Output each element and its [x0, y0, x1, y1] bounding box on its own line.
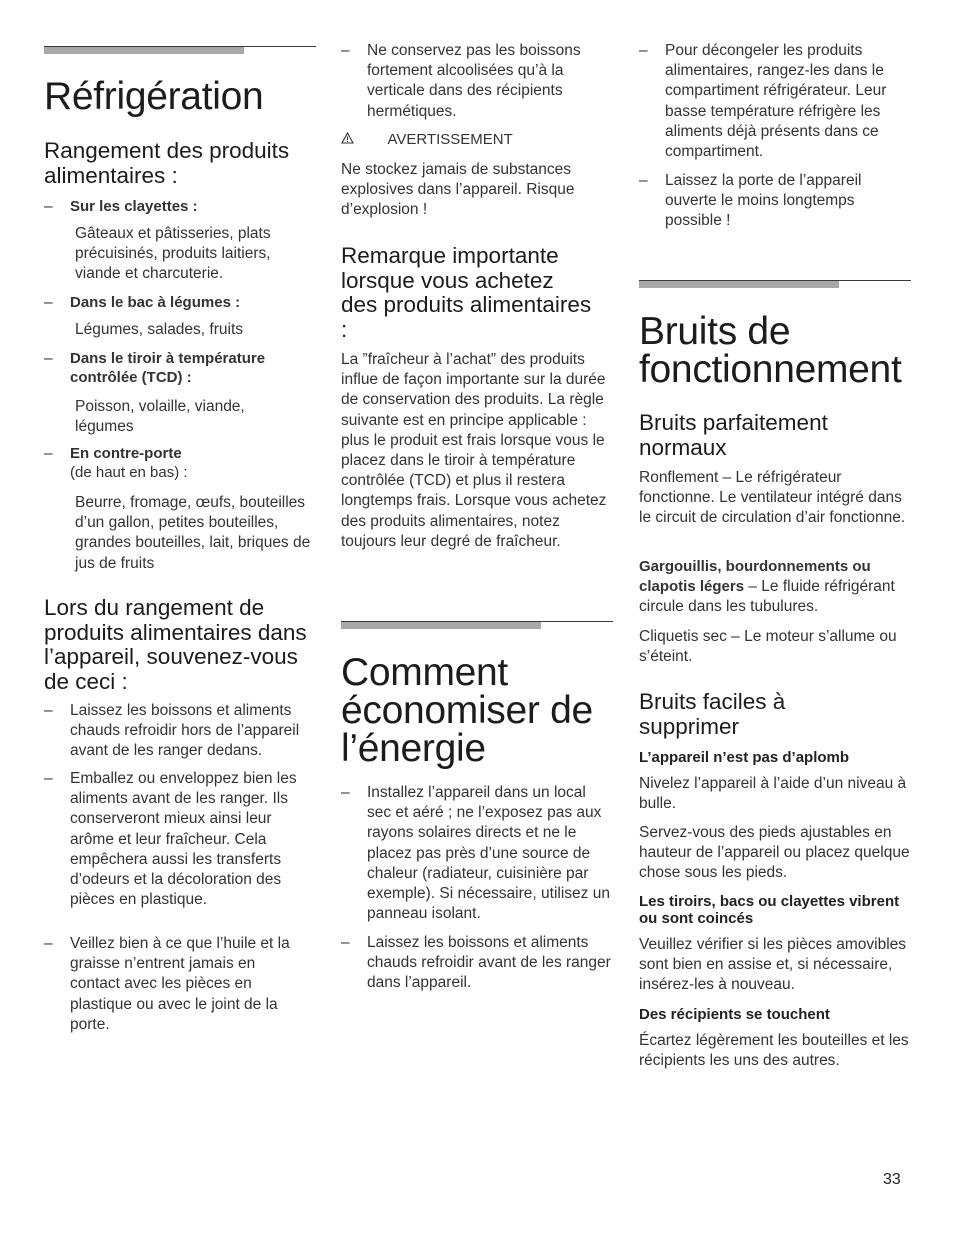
page-title-refrigeration: Réfrigération	[44, 75, 264, 118]
issue-label: Les tiroirs, bacs ou clayettes vibrent ou sont coincés	[639, 893, 900, 927]
page-number: 33	[883, 1171, 901, 1188]
heading-lors-du-rangement: Lors du rangement de produits alimentaires dans l’appareil, souvenez-vous de ceci :	[44, 595, 307, 694]
list-item: – Pour décongeler les produits alimentaires, rangez-les dans le compartiment réfrigérateur. Leur basse température réfrigère les aliments déjà présents dans ce compartiment.	[639, 41, 911, 162]
list-item: – Laissez les boissons et aliments chauds refroidir avant de les ranger dans l’appareil.	[341, 933, 613, 994]
list-item: – Veillez bien à ce que l’huile et la graisse n’entrent jamais en contact avec les pièces en plastique ou avec le joint de la porte.	[44, 934, 316, 1035]
list-item: – Laissez la porte de l’appareil ouverte le moins longtemps possible !	[639, 171, 911, 232]
issue-text: Nivelez l’appareil à l’aide d’un niveau à bulle.	[639, 775, 907, 813]
issue-label: Des récipients se touchent	[639, 1006, 830, 1023]
list-item: – En contre-porte (de haut en bas) :	[44, 444, 316, 482]
warning-text: Ne stockez jamais de substances explosives dans l’appareil. Risque d’explosion !	[341, 161, 575, 219]
list-item: – Laissez les boissons et aliments chauds refroidir hors de l’appareil avant de les ranger dedans.	[44, 701, 316, 762]
item-text: Légumes, salades, fruits	[75, 321, 244, 338]
item-text: Poisson, volaille, viande, légumes	[75, 398, 245, 436]
list-item: – Dans le tiroir à température contrôlée (TCD) :	[44, 349, 316, 387]
page-title-noise: Bruits de fonctionnement	[639, 310, 902, 391]
item-text: Beurre, fromage, œufs, bouteilles d’un gallon, petites bouteilles, grandes bouteilles, lait, briques de jus de fruits	[75, 494, 311, 572]
issue-text: Servez-vous des pieds ajustables en hauteur de l’appareil ou placez quelque chose sous les pieds.	[639, 824, 910, 882]
noise-item: Ronflement – Le réfrigérateur fonctionne. Le ventilateur intégré dans le circuit de circulation d’air fonctionne.	[639, 469, 906, 527]
list-item: – Ne conservez pas les boissons fortement alcoolisées qu’à la verticale dans des récipients hermétiques.	[341, 41, 613, 122]
list-item: – Dans le bac à légumes :	[44, 293, 316, 313]
section-rule	[44, 46, 316, 55]
heading-remarque: Remarque importante lorsque vous achetez des produits alimentaires :	[341, 243, 592, 342]
issue-text: Veuillez vérifier si les pièces amovibles sont bien en assise et, si nécessaire, insérez-les à nouveau.	[639, 936, 907, 994]
warning-header	[341, 130, 613, 150]
warning-icon	[341, 131, 361, 149]
noise-item: Cliquetis sec – Le moteur s’allume ou s’éteint.	[639, 628, 897, 666]
section-rule	[639, 280, 911, 289]
section-rule	[341, 621, 613, 630]
heading-easy-noises: Bruits faciles à supprimer	[639, 689, 786, 739]
warning-label: AVERTISSEMENT	[387, 131, 513, 148]
heading-normal-noises: Bruits parfaitement normaux	[639, 410, 828, 460]
issue-text: Écartez légèrement les bouteilles et les récipients les uns des autres.	[639, 1032, 909, 1070]
list-item: – Emballez ou enveloppez bien les aliments avant de les ranger. Ils conserveront mieux ainsi leur arôme et leur fraîcheur. Cela empêchera aussi les transferts d’odeurs et la décoloration des pièces en plastique.	[44, 769, 316, 910]
heading-rangement: Rangement des produits alimentaires :	[44, 138, 290, 188]
remark-text: La ”fraîcheur à l’achat” des produits influe de façon importante sur la durée de conservation des produits. La règle suivante est en principe applicable : plus le produit est frais lorsque vous le placez dans le tiroir à température contrôlée (TCD) et plus il restera longtemps frais. Lorsque vous achetez des produits alimentaires, notez toujours leur degré de fraîcheur.	[341, 351, 607, 550]
noise-item: Gargouillis, bourdonnements ou clapotis légers – Le fluide réfrigérant circule dans les tubulures.	[639, 558, 895, 616]
list-item: – Sur les clayettes :	[44, 197, 316, 217]
issue-label: L’appareil n’est pas d’aplomb	[639, 749, 850, 766]
list-item: – Installez l’appareil dans un local sec et aéré ; ne l’exposez pas aux rayons solaires directs et ne le placez pas près d’une source de chaleur (radiateur, cuisinière par exemple). Si nécessaire, utilisez un panneau isolant.	[341, 783, 613, 924]
page-title-energy: Comment économiser de l’énergie	[341, 651, 593, 770]
item-text: Gâteaux et pâtisseries, plats précuisinés, produits laitiers, viande et charcuterie.	[75, 225, 271, 283]
